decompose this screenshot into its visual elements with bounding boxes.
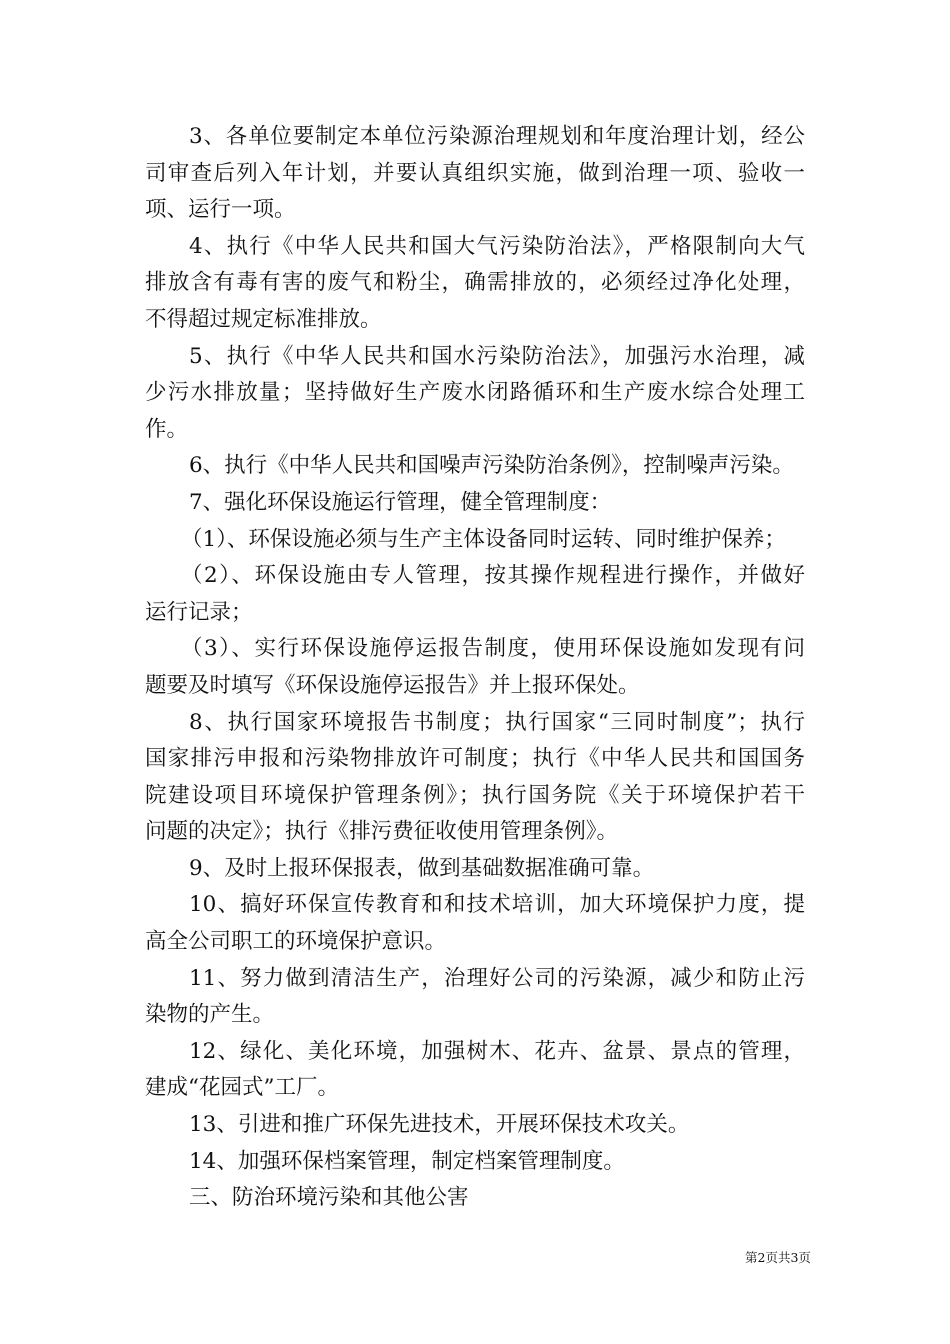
- paragraph-line: 7、强化环保设施运行管理，健全管理制度：: [189, 489, 612, 515]
- paragraph-line: 8、执行国家环境报告书制度；执行国家“三同时制度”；执行: [189, 709, 805, 735]
- paragraph-line: 6、执行《中华人民共和国噪声污染防治条例》，控制噪声污染。: [189, 453, 794, 479]
- paragraph-line: 问题的决定》；执行《排污费征收使用管理条例》。: [145, 819, 619, 845]
- paragraph-line: 高全公司职工的环境保护意识。: [145, 929, 447, 955]
- paragraph-line: 三、防治环境污染和其他公害: [189, 1185, 469, 1211]
- paragraph: [145, 1034, 805, 1107]
- paragraph-line: 11、努力做到清洁生产，治理好公司的污染源，减少和防止污: [189, 965, 805, 991]
- paragraph: [145, 1144, 805, 1181]
- paragraph-line: 5、执行《中华人民共和国水污染防治法》，加强污水治理，减: [189, 343, 805, 369]
- paragraph: [145, 522, 805, 559]
- paragraph-line: （2）、环保设施由专人管理，按其操作规程进行操作，并做好: [181, 563, 805, 589]
- paragraph: [145, 961, 805, 1034]
- paragraph-line: 12、绿化、美化环境，加强树木、花卉、盆景、景点的管理，: [189, 1038, 805, 1064]
- paragraph-line: 10、搞好环保宣传教育和和技术培训，加大环境保护力度，提: [189, 892, 805, 918]
- paragraph-line: 项、运行一项。: [145, 197, 296, 223]
- paragraph: [145, 229, 805, 339]
- paragraph: [145, 1180, 805, 1217]
- paragraph-line: （3）、实行环保设施停运报告制度，使用环保设施如发现有问: [181, 636, 805, 662]
- paragraph: [145, 705, 805, 851]
- paragraph-line: 不得超过规定标准排放。: [145, 306, 382, 332]
- paragraph-line: 国家排污申报和污染物排放许可制度；执行《中华人民共和国国务: [145, 746, 805, 772]
- paragraph: [145, 485, 805, 522]
- paragraph-line: 排放含有毒有害的废气和粉尘，确需排放的，必须经过净化处理，: [145, 270, 805, 296]
- paragraph: [145, 339, 805, 449]
- paragraph-line: 13、引进和推广环保先进技术，开展环保技术攻关。: [189, 1112, 690, 1138]
- paragraph: [145, 631, 805, 704]
- paragraph-line: 少污水排放量；坚持做好生产废水闭路循环和生产废水综合处理工: [145, 380, 805, 406]
- paragraph: [145, 558, 805, 631]
- paragraph-line: 院建设项目环境保护管理条例》；执行国务院《关于环境保护若干: [145, 782, 805, 808]
- page-number-footer: 第2页共3页: [745, 1250, 811, 1265]
- paragraph-line: 14、加强环保档案管理，制定档案管理制度。: [189, 1148, 625, 1174]
- paragraph: [145, 119, 805, 229]
- paragraph: [145, 448, 805, 485]
- paragraph-line: 题要及时填写《环保设施停运报告》并上报环保处。: [145, 672, 640, 698]
- paragraph-line: 建成“花园式”工厂。: [145, 1075, 339, 1101]
- paragraph-line: 9、及时上报环保报表，做到基础数据准确可靠。: [189, 855, 655, 881]
- document-body: [145, 119, 805, 1217]
- paragraph-line: 作。: [145, 416, 189, 442]
- paragraph-line: 染物的产生。: [145, 1002, 275, 1028]
- paragraph: [145, 887, 805, 960]
- paragraph-line: 4、执行《中华人民共和国大气污染防治法》，严格限制向大气: [189, 233, 805, 259]
- paragraph: [145, 1107, 805, 1144]
- paragraph-line: 3、各单位要制定本单位污染源治理规划和年度治理计划，经公: [189, 124, 805, 149]
- paragraph-line: 司审查后列入年计划，并要认真组织实施，做到治理一项、验收一: [145, 160, 805, 186]
- paragraph: [145, 851, 805, 888]
- paragraph-line: 运行记录；: [145, 599, 253, 625]
- paragraph-line: （1）、环保设施必须与生产主体设备同时运转、同时维护保养；: [181, 526, 786, 552]
